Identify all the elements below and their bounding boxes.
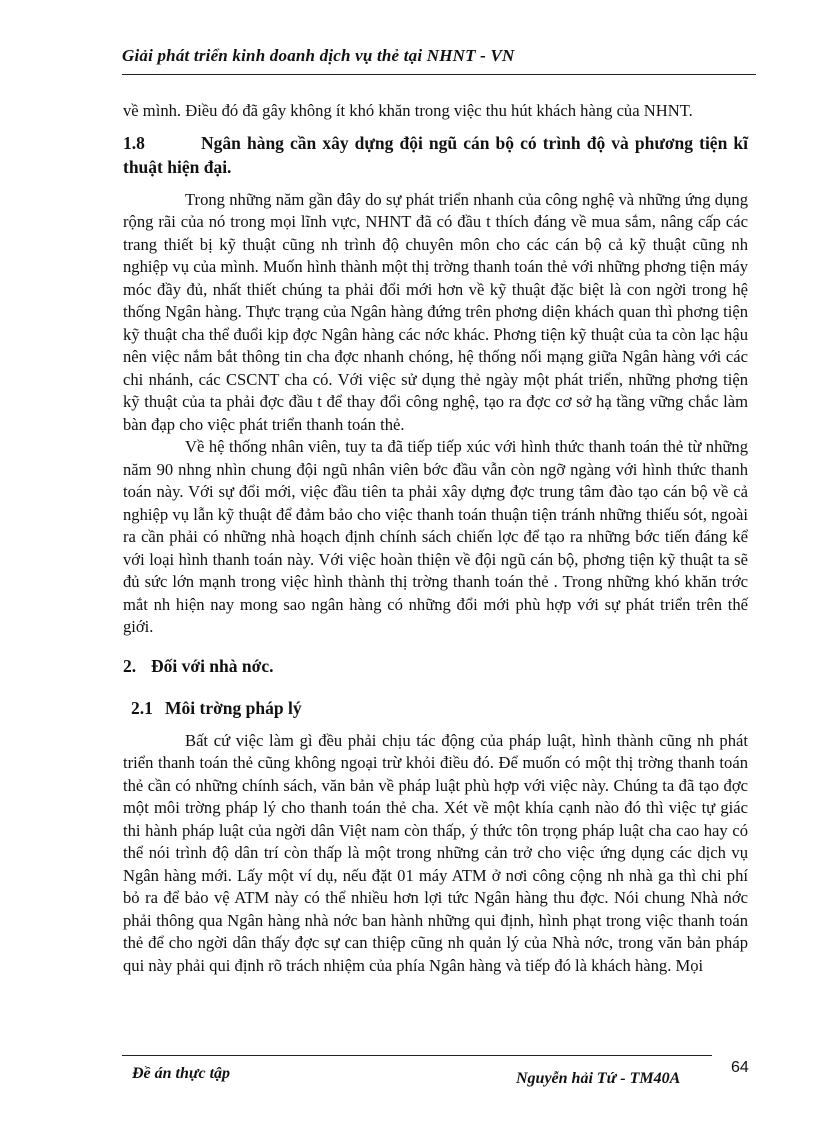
intro-paragraph: về mình. Điều đó đã gây không ít khó khăn trong việc thu hút khách hàng của NHNT. [123,101,693,120]
section-title: Môi trờng pháp lý [165,698,302,718]
section-number: 2.1 [131,698,153,718]
section-title: Đối với nhà nớc. [151,655,274,676]
paragraph-staff: Về hệ thống nhân viên, tuy ta đã tiếp tiếp xúc với hình thức thanh toán thẻ từ những năm 90 nhng nhìn chung đội ngũ nhân viên bớc đầu vẫn còn ngỡ ngàng với hình thức thanh toán này. Với sự đổi mới, việc đầu tiên ta phải xây dựng đợc trung tâm đào tạo cán bộ về cả nghiệp vụ lẫn kỹ thuật để đảm bảo cho việc thanh toán thuận tiện tránh những thiếu sót, ngoài ra cần phải có những nhà hoạch định chính sách chiến lợc để tạo ra những bớc tiến đáng kể với loại hình thanh toán này. Với việc hoàn thiện về đội ngũ cán bộ, phơng tiện kỹ thuật ta sẽ đủ sức lớn mạnh trong việc hình thành thị trờng thanh toán thẻ . Trong những khó khăn trớc mắt nh hiện nay mong sao ngân hàng có những đổi mới phù hợp với sự phát triển trên thế giới. [123,437,748,636]
paragraph-legal-environment: Bất cứ việc làm gì đều phải chịu tác động của pháp luật, hình thành cũng nh phát triển thanh toán thẻ cũng không ngoại trừ khỏi điều đó. Để muốn có một thị trờng thanh toán thẻ cần có những chính sách, văn bản về pháp luật phù hợp với việc này. Chúng ta đã tạo đợc một môi trờng pháp lý cho thanh toán thẻ cha. Xét về một khía cạnh nào đó thì việc tự giác thi hành pháp luật của ngời dân Việt nam còn thấp, ý thức tôn trọng pháp luật cha cao hay có thể nói trình độ dân trí còn thấp là một trong những cản trở cho việc ứng dụng các dịch vụ Ngân hàng mới. Lấy một ví dụ, nếu đặt 01 máy ATM ở nơi công cộng nh nhà ga thì chi phí bỏ ra để bảo vệ ATM này có thể nhiều hơn lợi tức Ngân hàng thu đợc. Nói chung Nhà nớc phải thông qua Ngân hàng nhà nớc ban hành những qui định, hình phạt trong việc thanh toán thẻ để cho ngời dân thấy đợc sự can thiệp cũng nh quản lý của Nhà nớc, trong văn bản pháp qui này phải qui định rõ trách nhiệm của phía Ngân hàng và tiếp đó là khách hàng. Mọi [123,730,748,975]
footer-document-type: Đề án thực tập [132,1065,231,1082]
page-number: 64 [731,1059,749,1076]
page-content [123,100,748,977]
footer-divider [122,1055,712,1056]
section-heading-1-8 [123,131,748,179]
header-divider [122,74,756,75]
page-header: Giải phát triển kinh doanh dịch vụ thẻ tại NHNT - VN [122,46,515,65]
section-number: 2. [123,655,137,676]
section-title: Ngân hàng cần xây dựng đội ngũ cán bộ có trình độ và phương tiện kĩ thuật hiện đại. [123,132,748,177]
section-number: 1.8 [123,132,145,153]
paragraph-technology: Trong những năm gần đây do sự phát triển nhanh của công nghệ và những ứng dụng rộng rãi của nó trong mọi lĩnh vực, NHNT đã có đầu t thích đáng về mua sắm, nâng cấp các trang thiết bị kỹ thuật cũng nh trình độ chuyên môn cho các cán bộ cả kỹ thuật cũng nh nghiệp vụ của mình. Muốn hình thành một thị trờng thanh toán thẻ với những phơng tiện máy móc đầy đủ, nhất thiết chúng ta phải đổi mới hơn về kỹ thuật đặc biệt là con ngời trong hệ thống Ngân hàng. Thực trạng của Ngân hàng đứng trên phơng diện khách quan thì phơng tiện kỹ thuật cha thể đuổi kịp đợc Ngân hàng các nớc khác. Phơng tiện kỹ thuật của ta còn lạc hậu nên việc nắm bắt thông tin cha đợc nhanh chóng, hệ thống nối mạng giữa Ngân hàng với các chi nhánh, các CSCNT cha có. Với việc sử dụng thẻ ngày một phát triển, những phơng tiện kỹ thuật của ta phải đợc đầu t để thay đổi công nghệ, tạo ra đợc cơ sở hạ tầng vững chắc làm bàn đạp cho việc phát triển thanh toán thẻ. [123,189,748,434]
section-heading-2 [123,655,748,678]
footer-author: Nguyễn hải Tứ - TM40A [516,1070,681,1087]
section-heading-2-1 [123,697,748,720]
